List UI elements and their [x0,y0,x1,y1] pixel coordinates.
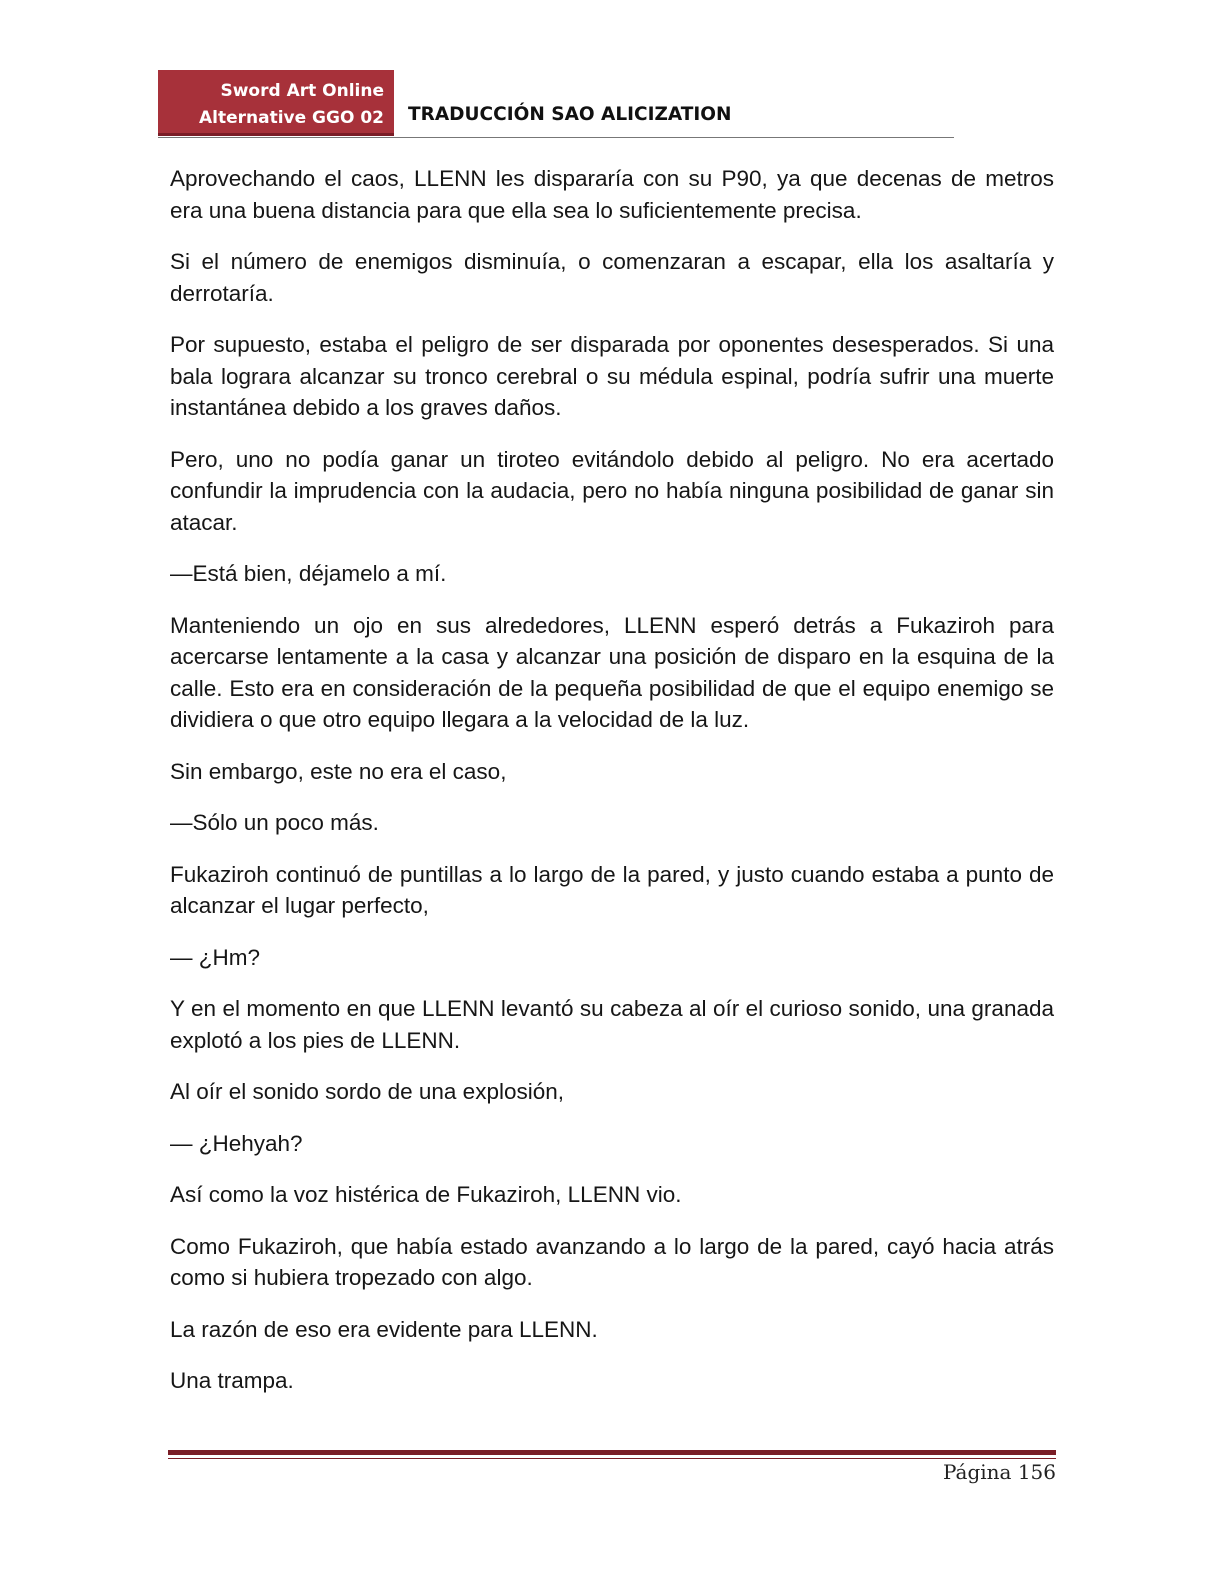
paragraph: Fukaziroh continuó de puntillas a lo largo de la pared, y justo cuando estaba a punto de alcanzar el lugar perfecto, [170,861,1054,918]
paragraph: —Está bien, déjamelo a mí. [170,561,447,586]
paragraph: Y en el momento en que LLENN levantó su cabeza al oír el curioso sonido, una granada explotó a los pies de LLENN. [170,996,1054,1053]
paragraph: Si el número de enemigos disminuía, o comenzaran a escapar, ella los asaltaría y derrotaría. [170,249,1054,306]
paragraph: Una trampa. [170,1368,294,1393]
paragraph: Al oír el sonido sordo de una explosión, [170,1079,565,1104]
footer-divider-thin [168,1458,1056,1459]
paragraph: Sin embargo, este no era el caso, [170,758,507,784]
paragraph: —Sólo un poco más. [170,810,379,835]
paragraph: Manteniendo un ojo en sus alrededores, LLENN esperó detrás a Fukaziroh para acercarse lentamente a la casa y alcanzar una posición de disparo en la esquina de la calle. Esto era en consideración de la pequeña posibilidad de que el equipo enemigo se dividiera o que otro equipo llegara a la velocidad de la luz. [170,612,1054,732]
paragraph: Como Fukaziroh, que había estado avanzando a lo largo de la pared, cayó hacia atrás como si hubiera tropezado con algo. [170,1233,1054,1290]
paragraph: La razón de eso era evidente para LLENN. [170,1316,598,1342]
page-number: Página 156 [942,1460,1056,1484]
header-title: TRADUCCIÓN SAO ALICIZATION [408,104,732,125]
series-title-line1: Sword Art Online [220,81,384,101]
paragraph: — ¿Hehyah? [170,1130,303,1156]
footer-divider-thick [168,1450,1056,1455]
paragraph: — ¿Hm? [170,944,260,970]
paragraph: Por supuesto, estaba el peligro de ser disparada por oponentes desesperados. Si una bala lograra alcanzar su tronco cerebral o su médula espinal, podría sufrir una muerte instantánea debido a los graves daños. [170,332,1054,420]
paragraph: Así como la voz histérica de Fukaziroh, LLENN vio. [170,1182,682,1207]
page-body [170,163,1054,1417]
paragraph: Aprovechando el caos, LLENN les dispararía con su P90, ya que decenas de metros era una buena distancia para que ella sea lo suficientemente precisa. [170,166,1054,223]
series-title-line2: Alternative GGO 02 [198,108,384,128]
series-badge [158,70,394,136]
paragraph: Pero, uno no podía ganar un tiroteo evitándolo debido al peligro. No era acertado confundir la imprudencia con la audacia, pero no había ninguna posibilidad de ganar sin atacar. [170,446,1054,535]
header-divider [158,137,954,138]
